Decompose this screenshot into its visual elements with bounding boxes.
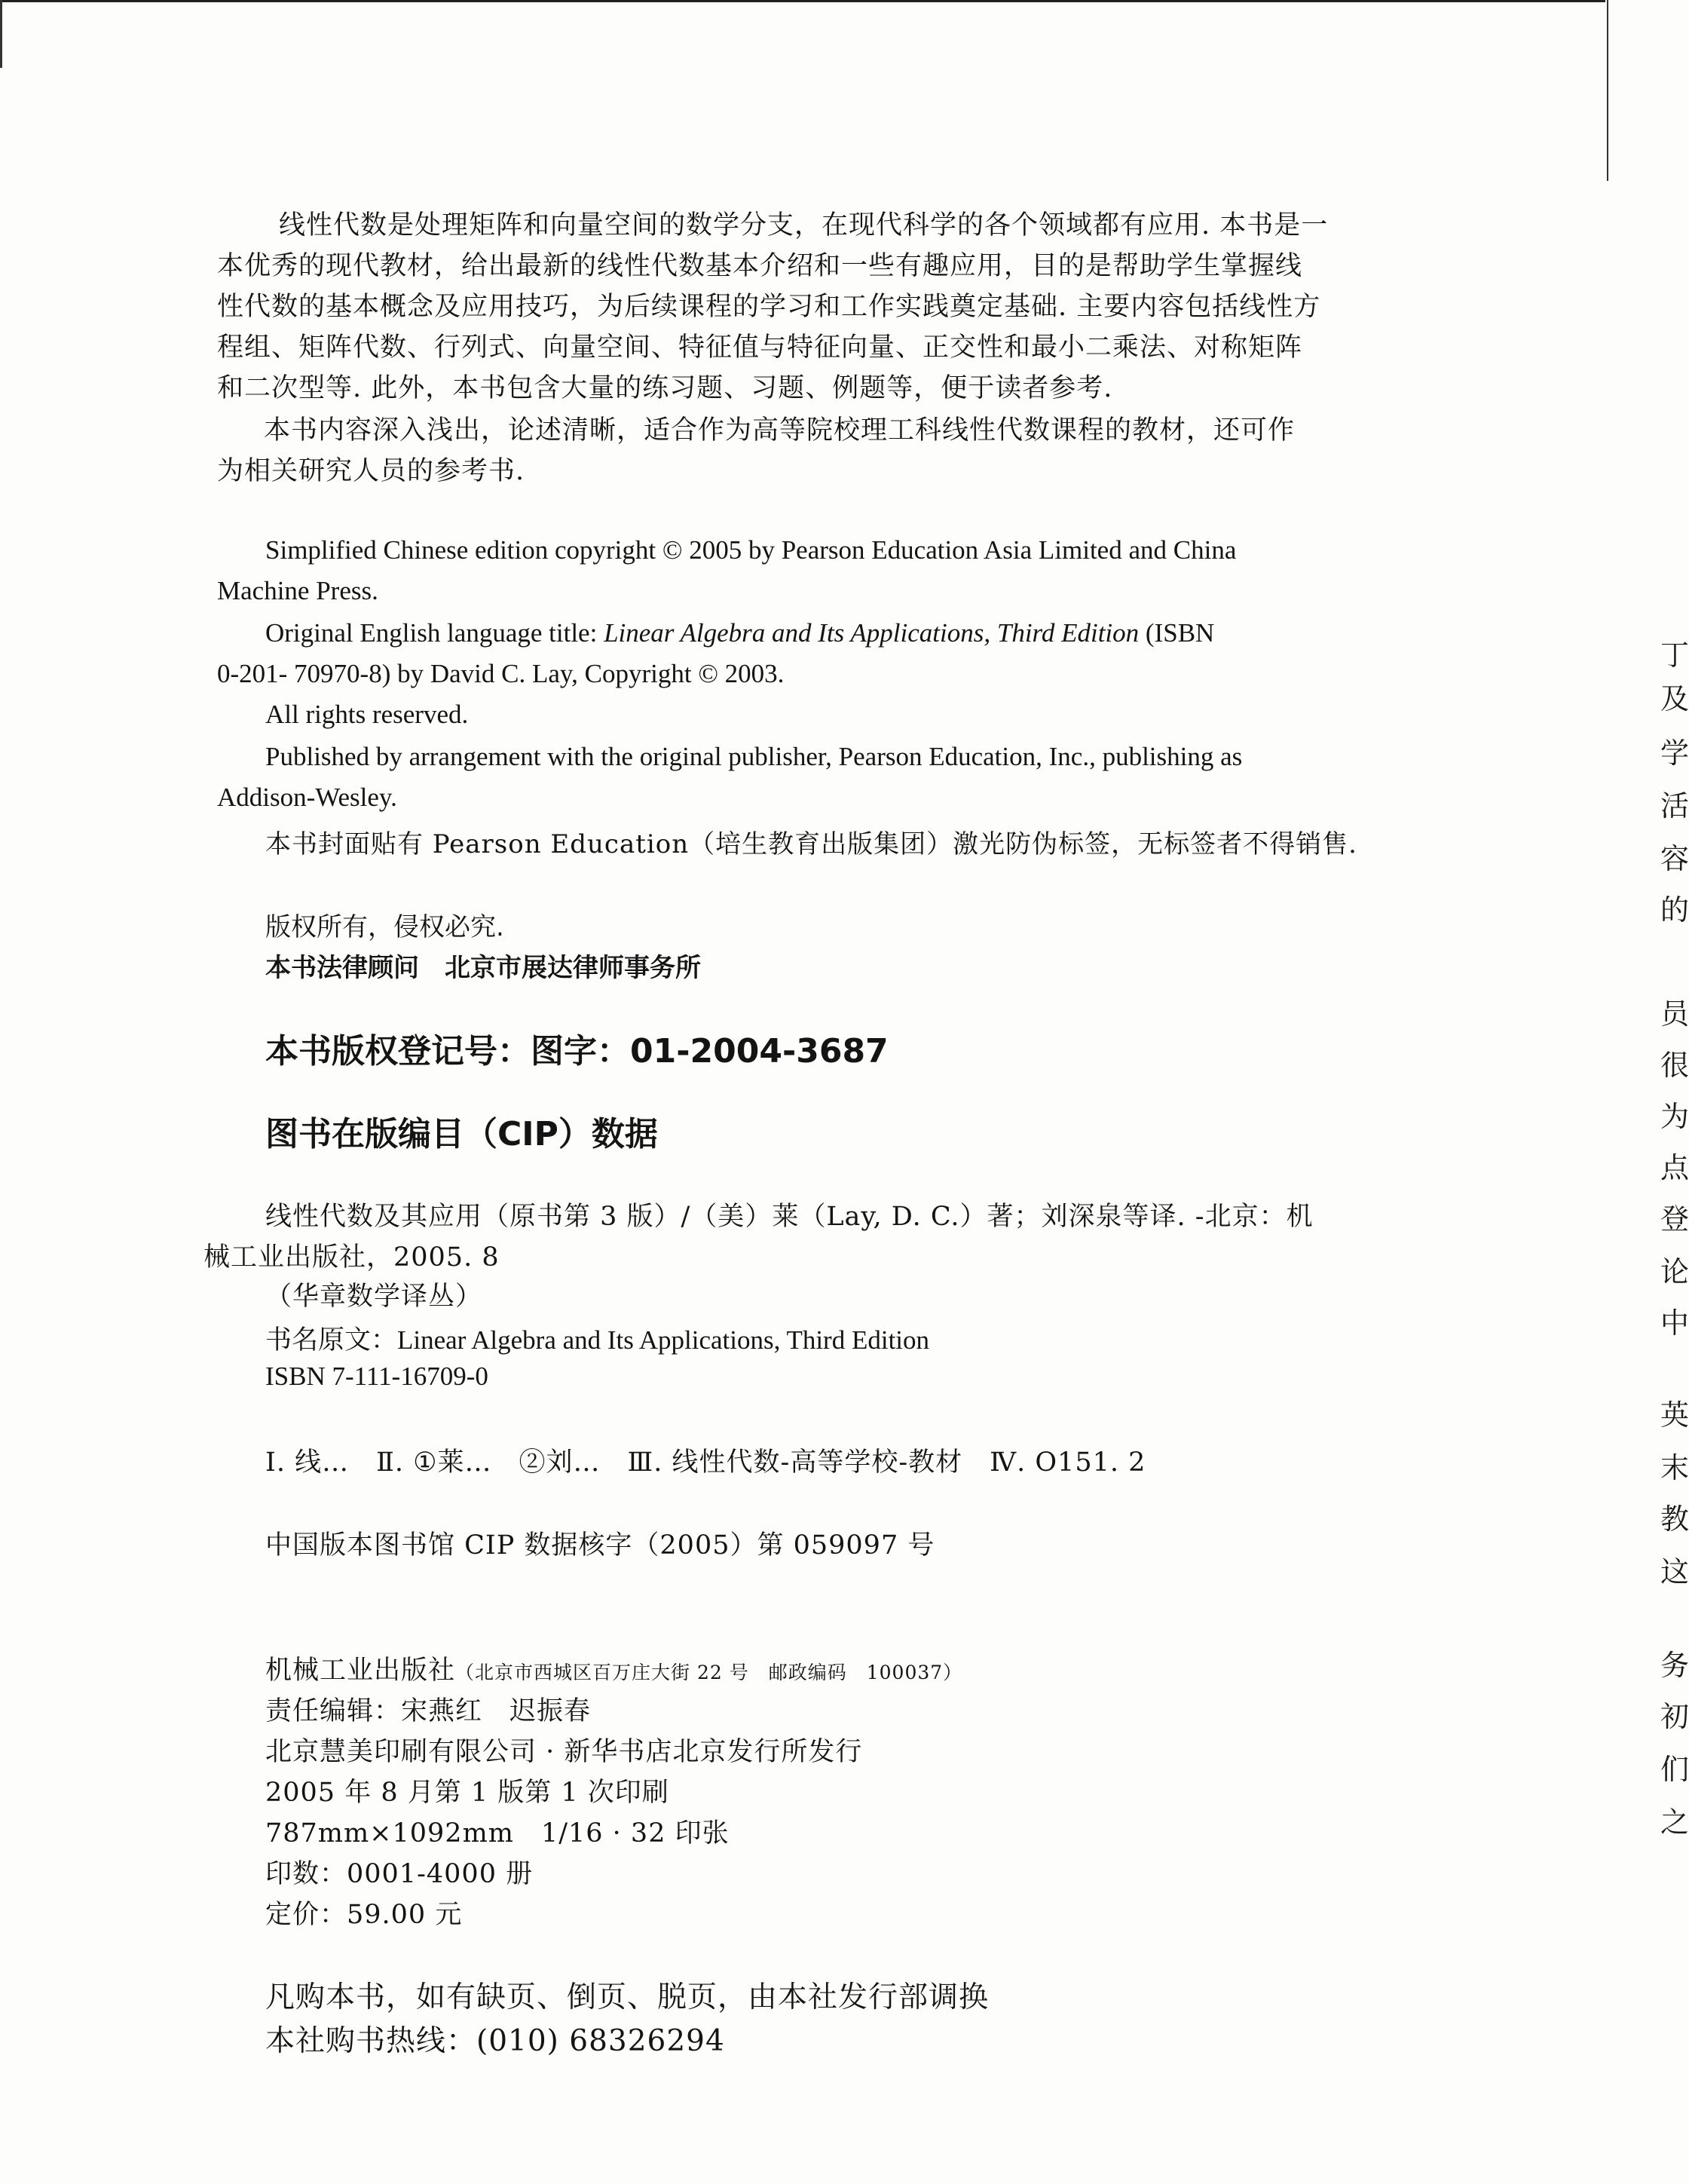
edge-char: 为	[1660, 1100, 1689, 1133]
edge-char: 丁	[1660, 639, 1689, 672]
abstract-line: 本优秀的现代教材，给出最新的线性代数基本介绍和一些有趣应用，目的是帮助学生掌握线	[217, 251, 1303, 281]
print-run: 印数：0001-4000 册	[265, 1859, 534, 1889]
abstract-line: 为相关研究人员的参考书.	[217, 456, 525, 486]
rights-reserved: 版权所有，侵权必究.	[265, 912, 504, 942]
edge-char: 容	[1660, 842, 1689, 875]
publisher-name: 机械工业出版社	[265, 1656, 456, 1686]
printer-distributor: 北京慧美印刷有限公司 · 新华书店北京发行所发行	[265, 1737, 863, 1767]
edge-char: 的	[1660, 893, 1689, 927]
edge-char: 们	[1660, 1753, 1689, 1786]
edge-char: 末	[1660, 1451, 1689, 1484]
edge-char: 及	[1660, 682, 1689, 715]
edge-char: 很	[1660, 1049, 1689, 1082]
cip-heading: 图书在版编目（CIP）数据	[265, 1115, 658, 1153]
copyright-line: 0-201- 70970-8) by David C. Lay, Copyright © 2003.	[217, 659, 785, 688]
cip-line: 线性代数及其应用（原书第 3 版）/（美）莱（Lay, D. C.）著；刘深泉等译. -北京：机	[265, 1202, 1314, 1232]
edge-char: 员	[1660, 997, 1689, 1031]
edge-char: 活	[1660, 789, 1689, 822]
price: 定价：59.00 元	[265, 1900, 463, 1930]
abstract-line: 本书内容深入浅出，论述清晰，适合作为高等院校理工科线性代数课程的教材，还可作	[264, 415, 1296, 446]
edge-char: 之	[1660, 1806, 1689, 1839]
edge-char: 务	[1660, 1649, 1689, 1682]
purchase-hotline: 本社购书热线：(010) 68326294	[265, 2024, 725, 2058]
original-title: Linear Algebra and Its Applications, Third Edition	[604, 618, 1140, 648]
copyright-line: All rights reserved.	[265, 700, 469, 729]
cip-classification: Ⅰ. 线… Ⅱ. ①莱… ②刘… Ⅲ. 线性代数-高等学校-教材 Ⅳ. O151. 2	[265, 1447, 1146, 1478]
copyright-line: Addison-Wesley.	[217, 783, 397, 812]
legal-counsel: 本书法律顾问 北京市展达律师事务所	[265, 953, 701, 983]
copyright-line: Machine Press.	[217, 576, 378, 605]
page-left-edge	[0, 0, 2, 68]
edge-char: 论	[1660, 1255, 1689, 1288]
registration-number: 本书版权登记号：图字：01-2004-3687	[265, 1032, 889, 1071]
abstract-line: 线性代数是处理矩阵和向量空间的数学分支，在现代科学的各个领域都有应用. 本书是一	[279, 210, 1329, 240]
copyright-line: Published by arrangement with the original publisher, Pearson Education, Inc., publishing as	[265, 742, 1243, 771]
responsible-editors: 责任编辑：宋燕红 迟振春	[265, 1696, 592, 1726]
cip-line: 书名原文：Linear Algebra and Its Applications, Third Edition	[265, 1325, 930, 1355]
abstract-line: 性代数的基本概念及应用技巧，为后续课程的学习和工作实践奠定基础. 主要内容包括线性方	[217, 292, 1321, 322]
original-title-line: Original English language title: Linear Algebra and Its Applications, Third Edition (ISBN	[265, 618, 1215, 648]
edge-char: 这	[1660, 1555, 1689, 1588]
publisher-address: （北京市西城区百万庄大街 22 号 邮政编码 100037）	[455, 1662, 963, 1683]
edge-char: 初	[1660, 1700, 1689, 1733]
abstract-line: 和二次型等. 此外，本书包含大量的练习题、习题、例题等，便于读者参考.	[217, 373, 1113, 403]
publisher-line	[265, 1649, 962, 1687]
page-top-edge	[0, 0, 1605, 2]
gutter-rule	[1607, 0, 1608, 181]
edge-char: 教	[1660, 1502, 1689, 1536]
edge-char: 登	[1660, 1202, 1689, 1236]
cip-approval-number: 中国版本图书馆 CIP 数据核字（2005）第 059097 号	[265, 1530, 935, 1561]
cip-line: （华章数学译丛）	[265, 1282, 483, 1312]
edge-char: 点	[1660, 1151, 1689, 1184]
edge-char: 中	[1660, 1306, 1689, 1340]
format-info: 787mm×1092mm 1/16 · 32 印张	[265, 1818, 730, 1849]
copyright-line: Simplified Chinese edition copyright © 2005 by Pearson Education Asia Limited and China	[265, 535, 1237, 565]
anti-counterfeit-notice: 本书封面贴有 Pearson Education（培生教育出版集团）激光防伪标签，无标签者不得销售.	[265, 829, 1357, 859]
cip-line: 械工业出版社，2005. 8	[203, 1242, 500, 1273]
edge-char: 英	[1660, 1398, 1689, 1432]
edge-char: 学	[1660, 737, 1689, 770]
defect-exchange-notice: 凡购本书，如有缺页、倒页、脱页，由本社发行部调换	[265, 1980, 990, 2014]
abstract-line: 程组、矩阵代数、行列式、向量空间、特征值与特征向量、正交性和最小二乘法、对称矩阵	[217, 332, 1303, 363]
edition-info: 2005 年 8 月第 1 版第 1 次印刷	[265, 1778, 669, 1808]
isbn: ISBN 7-111-16709-0	[265, 1362, 488, 1391]
